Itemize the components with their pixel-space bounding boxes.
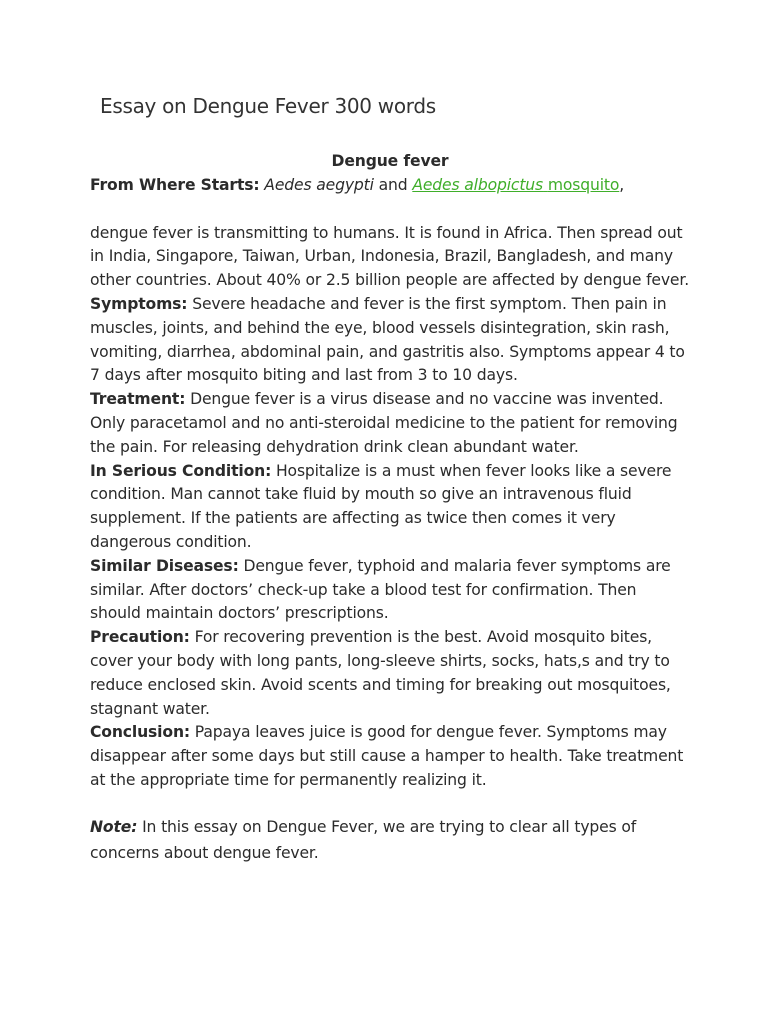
albopictus-mosquito-link[interactable] <box>412 176 619 194</box>
from-where-paragraph <box>90 174 690 198</box>
section-text: For recovering prevention is the best. Avoid mosquito bites, cover your body with long pants, long-sleeve shirts, socks, hats,s and try to reduce enclosed skin. Avoid scents and timing for breaking out mosquitoes, stagnant water. <box>90 628 671 718</box>
section-text: Hospitalize is a must when fever looks like a severe condition. Man cannot take fluid by mouth so give an intravenous fluid supplement. If the patients are affecting as twice then comes it very dangerous condition. <box>90 461 672 551</box>
and-text: and <box>373 175 413 194</box>
section-similar-diseases <box>90 555 690 626</box>
species-albopictus: Aedes albopictus <box>412 175 544 194</box>
section-text: Severe headache and fever is the first symptom. Then pain in muscles, joints, and behind the eye, blood vessels disintegration, skin rash, vomiting, diarrhea, abdominal pain, and gastritis also. Symptoms appear 4 to 7 days after mosquito biting and last from 3 to 10 days. <box>90 294 685 385</box>
section-precaution <box>90 626 690 721</box>
from-where-label: From Where Starts: <box>90 175 260 194</box>
section-treatment <box>90 388 690 459</box>
section-conclusion <box>90 721 690 792</box>
section-label: Symptoms: <box>90 294 188 313</box>
section-symptoms <box>90 293 690 388</box>
section-label: In Serious Condition: <box>90 461 272 480</box>
section-label: Similar Diseases: <box>90 556 239 575</box>
paragraph-gap <box>90 198 690 222</box>
essay-subtitle: Dengue fever <box>331 152 449 170</box>
section-label: Conclusion: <box>90 723 190 742</box>
note-label: Note: <box>90 817 138 836</box>
section-label: Treatment: <box>90 390 186 409</box>
paragraph-gap <box>90 793 690 814</box>
section-text: Dengue fever, typhoid and malaria fever symptoms are similar. After doctors’ check-up take a blood test for confirmation. Then should maintain doctors’ prescriptions. <box>90 556 671 623</box>
section-text: Dengue fever is a virus disease and no vaccine was invented. Only paracetamol and no anti-steroidal medicine to the patient for removing the pain. For releasing dehydration drink clean abundant water. <box>90 390 678 456</box>
section-serious-condition <box>90 460 690 555</box>
mosquito-text: mosquito <box>547 175 620 194</box>
essay-body <box>90 150 690 866</box>
section-label: Precaution: <box>90 628 190 647</box>
comma-text: , <box>619 175 625 194</box>
species-aegypti: Aedes aegypti <box>264 175 374 194</box>
section-text: Papaya leaves juice is good for dengue fever. Symptoms may disappear after some days but still cause a hamper to health. Take treatment at the appropriate time for permanently realizing it. <box>90 723 684 789</box>
intro-paragraph: dengue fever is transmitting to humans. It is found in Africa. Then spread out in India, Singapore, Taiwan, Urban, Indonesia, Brazil, Bangladesh, and many other countries. About 40% or 2.5 billion people are affected by dengue fever. <box>90 223 690 290</box>
note-text: In this essay on Dengue Fever, we are trying to clear all types of concerns about dengue fever. <box>90 817 637 862</box>
note-paragraph <box>90 814 690 866</box>
page-title: Essay on Dengue Fever 300 words <box>100 94 436 118</box>
